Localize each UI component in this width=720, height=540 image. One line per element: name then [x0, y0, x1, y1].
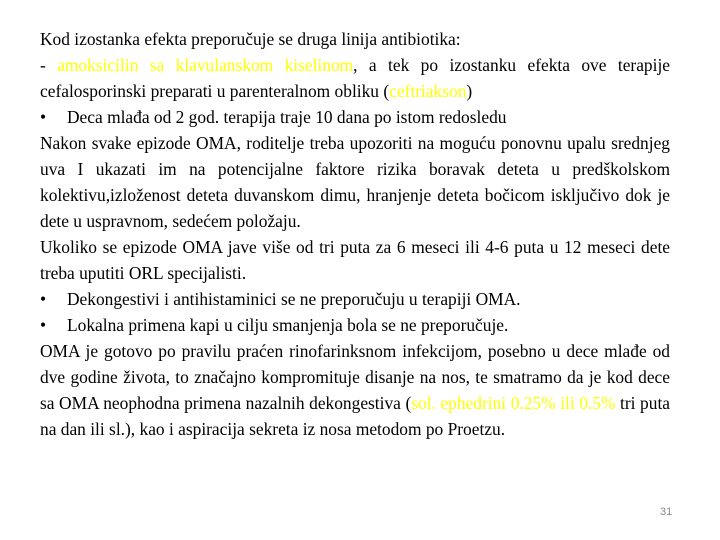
- bullet-item-decongestants: [40, 286, 670, 312]
- bullet-item-local-drops: [40, 312, 670, 338]
- paragraph-amoxicillin-text: , a tek po izostanku efekta ove terapije cefalosporinski preparati u parenteralnom obliku (: [40, 55, 670, 101]
- closing-paren: ): [466, 81, 473, 101]
- paragraph-rhinopharyngeal: [40, 338, 670, 442]
- bullet-text: Dekongestivi i antihistaminici se ne preporučuju u terapiji OMA.: [67, 289, 521, 309]
- paragraph-rhinopharyngeal-text: OMA je gotovo po pravilu praćen rinofarinksnom infekcijom, posebno u dece mlađe od dve godine života, to značajno kompromituje disanje na nos, te smatramo da je kod dece sa OMA neophodna primena nazalnih dekongestiva (: [40, 341, 670, 413]
- slide-body: [40, 26, 670, 442]
- bullet-item-children: [40, 104, 670, 130]
- bullet-icon: •: [40, 289, 47, 309]
- paragraph-after-episode: Nakon svake epizode OMA, roditelje treba upozoriti na moguću ponovnu upalu srednjeg uva I ukazati im na potencijalne faktore rizika boravak deteta u predškolskom kolektivu,izloženost deteta duvanskom dimu, hranjenje deteta bočicom isključivo dok je dete u uspravnom, sedećem položaju.: [40, 133, 670, 231]
- paragraph-second-line: Kod izostanka efekta preporučuje se druga linija antibiotika:: [40, 29, 461, 49]
- highlight-ceftriakson: ceftriakson: [389, 81, 467, 101]
- bullet-text: Deca mlađa od 2 god. terapija traje 10 dana po istom redosledu: [67, 107, 507, 127]
- bullet-icon: •: [40, 315, 47, 335]
- bullet-icon: •: [40, 107, 47, 127]
- paragraph-orl-referral: Ukoliko se epizode OMA jave više od tri puta za 6 meseci ili 4-6 puta u 12 meseci dete treba uputiti ORL specijalisti.: [40, 237, 670, 283]
- dash-prefix: -: [40, 55, 58, 75]
- page-number: 31: [660, 506, 673, 518]
- paragraph-amoxicillin: [40, 52, 670, 104]
- paragraph-rhinopharyngeal-tail: tri puta na dan ili sl.), kao i aspiracija sekreta iz nosa metodom po Proetzu.: [40, 393, 670, 439]
- highlight-ephedrini: sol. ephedrini 0.25% ili 0.5%: [411, 393, 616, 413]
- highlight-amoksicilin: amoksicilin sa klavulanskom kiselinom: [57, 55, 354, 75]
- bullet-text: Lokalna primena kapi u cilju smanjenja bola se ne preporučuje.: [67, 315, 509, 335]
